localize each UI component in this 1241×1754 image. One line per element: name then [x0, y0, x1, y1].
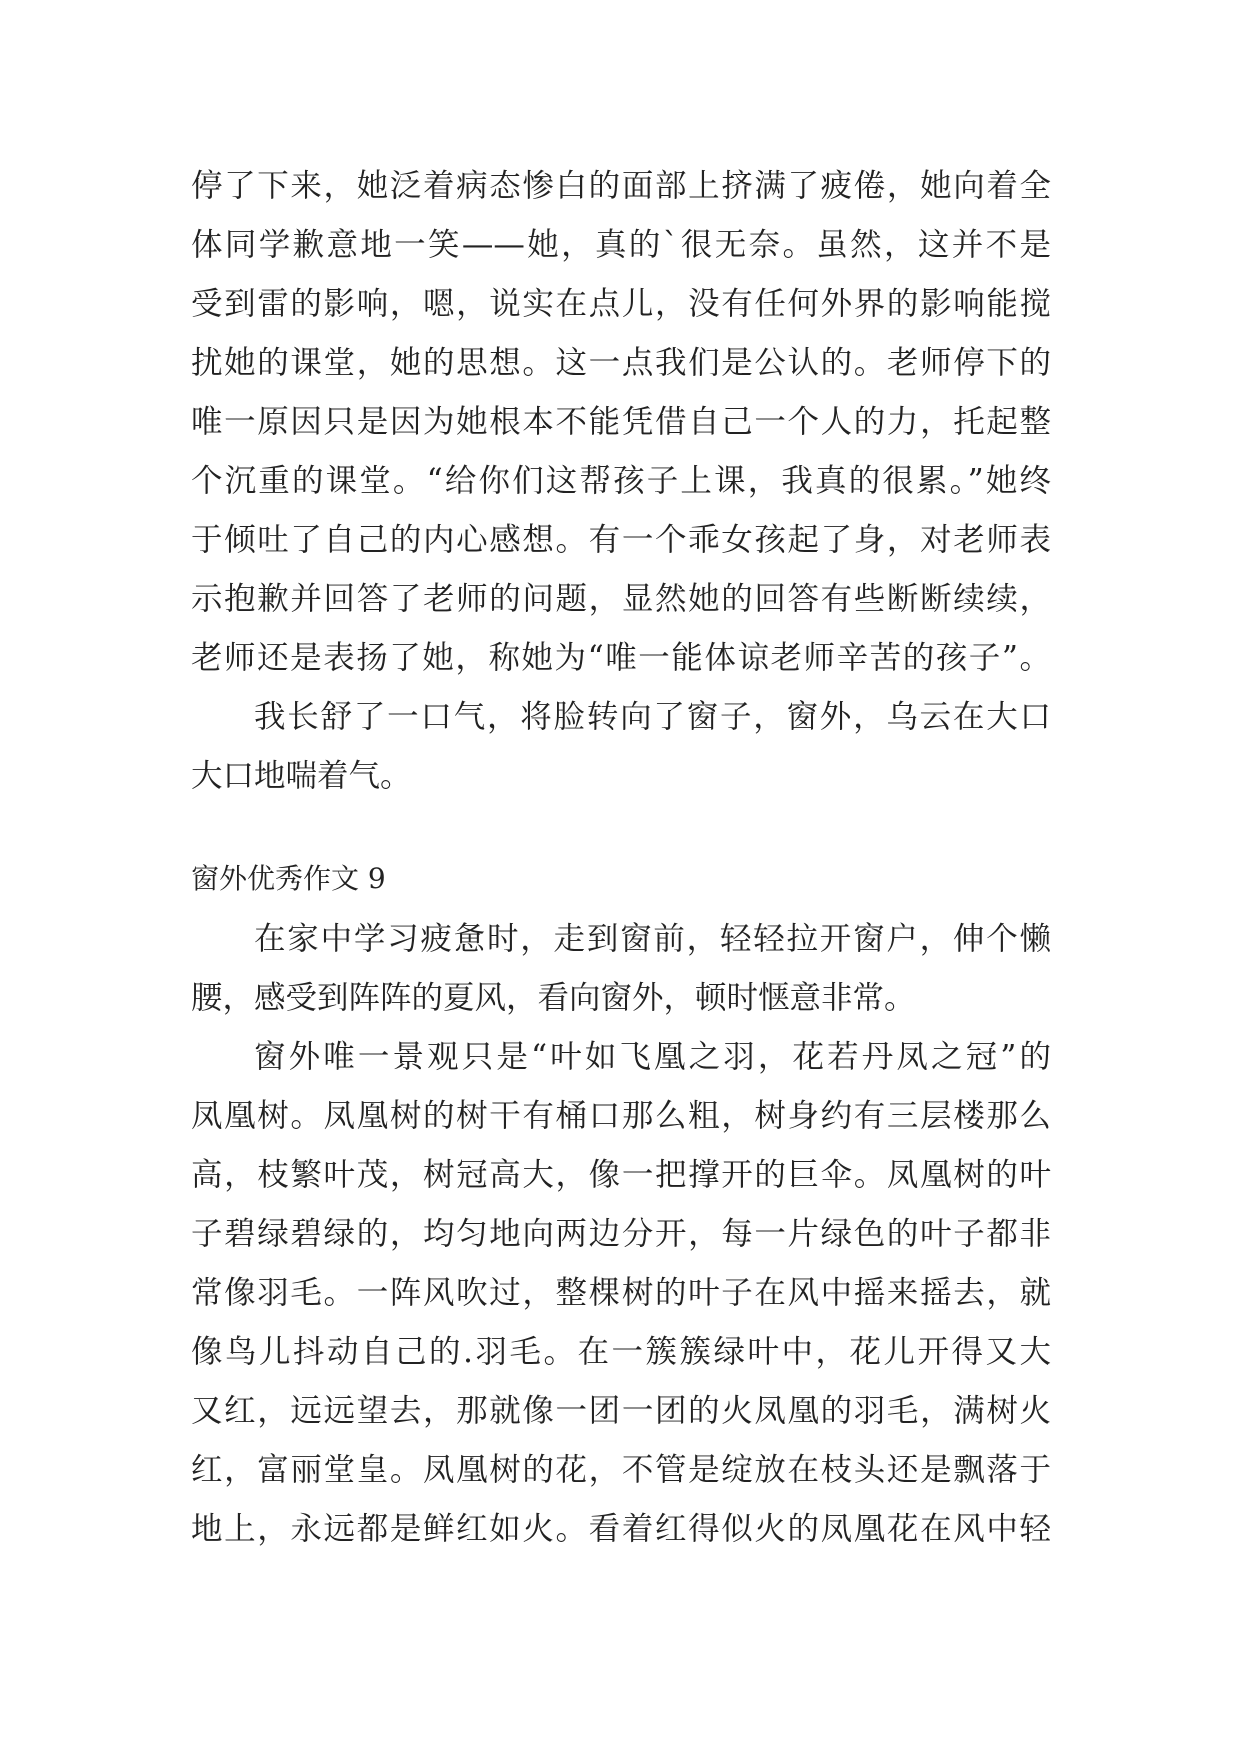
paragraph-line: 我长舒了一口气，将脸转向了窗子，窗外，乌云在大口: [254, 699, 1051, 735]
paragraph-line: 又红，远远望去，那就像一团一团的火凤凰的羽毛，满树火: [191, 1393, 1051, 1429]
paragraph-line: 唯一原因只是因为她根本不能凭借自己一个人的力，托起整: [191, 404, 1051, 440]
paragraph-line: 受到雷的影响，嗯，说实在点儿，没有任何外界的影响能搅: [191, 286, 1051, 322]
paragraph-line: 常像羽毛。一阵风吹过，整棵树的叶子在风中摇来摇去，就: [191, 1275, 1051, 1311]
paragraph-line: 凤凰树。凤凰树的树干有桶口那么粗，树身约有三层楼那么: [191, 1098, 1051, 1134]
paragraph-line: 子碧绿碧绿的，均匀地向两边分开，每一片绿色的叶子都非: [191, 1216, 1051, 1252]
paragraph-line: 腰，感受到阵阵的夏风，看向窗外，顿时惬意非常。: [191, 980, 916, 1016]
paragraph-line: 像鸟儿抖动自己的.羽毛。在一簇簇绿叶中，花儿开得又大: [191, 1334, 1051, 1370]
paragraph-line: 个沉重的课堂。“给你们这帮孩子上课，我真的很累。”她终: [191, 463, 1051, 499]
paragraph-line: 于倾吐了自己的内心感想。有一个乖女孩起了身，对老师表: [191, 522, 1051, 558]
paragraph-line: 体同学歉意地一笑——她，真的`很无奈。虽然，这并不是: [191, 227, 1051, 263]
paragraph-line: 老师还是表扬了她，称她为“唯一能体谅老师辛苦的孩子”。: [191, 640, 1051, 676]
paragraph-line: 停了下来，她泛着病态惨白的面部上挤满了疲倦，她向着全: [191, 168, 1051, 204]
paragraph-line: 高，枝繁叶茂，树冠高大，像一把撑开的巨伞。凤凰树的叶: [191, 1157, 1051, 1193]
paragraph-line: 窗外唯一景观只是“叶如飞凰之羽，花若丹凤之冠”的: [254, 1039, 1051, 1075]
paragraph-line: 在家中学习疲惫时，走到窗前，轻轻拉开窗户，伸个懒: [254, 921, 1051, 957]
paragraph-line: 地上，永远都是鲜红如火。看着红得似火的凤凰花在风中轻: [191, 1511, 1051, 1547]
essay-title: 窗外优秀作文 9: [191, 862, 386, 895]
paragraph-line: 扰她的课堂，她的思想。这一点我们是公认的。老师停下的: [191, 345, 1051, 381]
paragraph-line: 红，富丽堂皇。凤凰树的花，不管是绽放在枝头还是飘落于: [191, 1452, 1051, 1488]
paragraph-line: 示抱歉并回答了老师的问题，显然她的回答有些断断续续，: [191, 581, 1051, 617]
paragraph-line: 大口地喘着气。: [191, 758, 412, 794]
